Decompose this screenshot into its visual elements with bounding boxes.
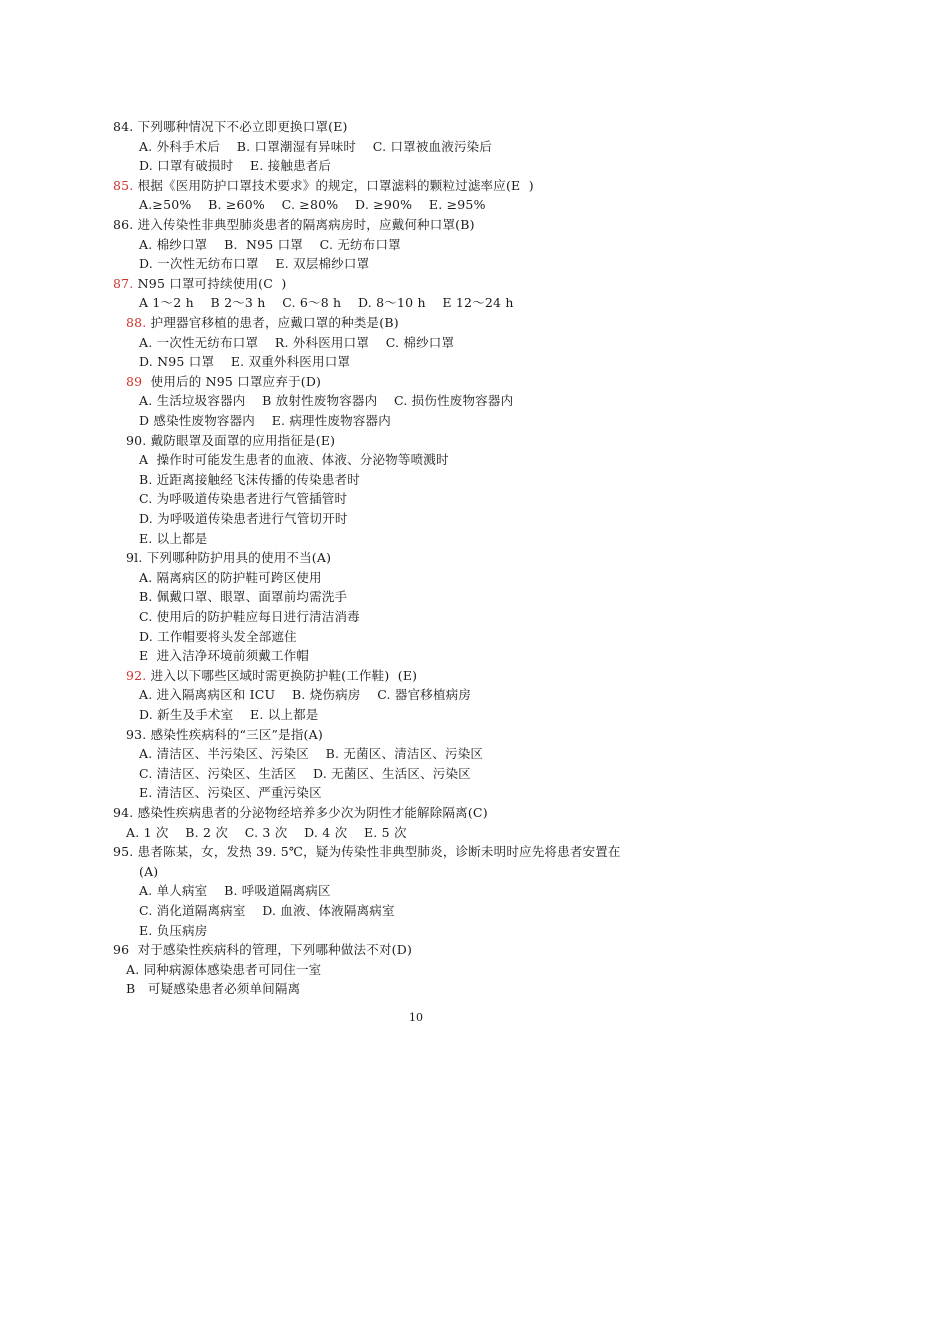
question-line: [126, 372, 321, 391]
option-line: [139, 293, 514, 312]
option-text: A. 同种病源体感染患者可同住一室: [126, 962, 322, 977]
option-line: [139, 783, 322, 802]
question-text: 根据《医用防护口罩技术要求》的规定，口罩滤料的颗粒过滤率应(E ): [133, 178, 534, 193]
question-number: 90.: [126, 433, 147, 448]
option-line: [139, 352, 350, 371]
option-line: [126, 960, 321, 979]
option-line: [139, 568, 322, 587]
question-line: [113, 842, 621, 861]
question-number: 93.: [126, 727, 147, 742]
question-number: 9l.: [126, 550, 143, 565]
question-text: 感染性疾病科的“三区”是指(A): [146, 727, 323, 742]
question-number: 94.: [113, 805, 134, 820]
option-text: D. 一次性无纺布口罩 E. 双层棉纱口罩: [139, 256, 370, 271]
question-text: 进入以下哪些区域时需更换防护鞋(工作鞋) (E): [146, 668, 418, 683]
option-line: [139, 627, 297, 646]
question-line: [113, 176, 534, 195]
option-line: [139, 685, 471, 704]
question-line: [126, 548, 331, 567]
option-line: [139, 411, 391, 430]
option-line: [139, 137, 492, 156]
option-text: D 感染性废物容器内 E. 病理性废物容器内: [139, 413, 391, 428]
option-text: D. N95 口罩 E. 双重外科医用口罩: [139, 354, 351, 369]
option-text: A 操作时可能发生患者的血液、体液、分泌物等喷溅时: [139, 452, 449, 467]
option-text: B. 近距离接触经飞沫传播的传染患者时: [139, 472, 360, 487]
question-line: [113, 274, 286, 293]
option-line: [139, 254, 369, 273]
option-text: A. 棉纱口罩 B. N95 口罩 C. 无纺布口罩: [139, 237, 401, 252]
option-line: [139, 156, 331, 175]
option-text: B 可疑感染患者必须单间隔离: [126, 981, 301, 996]
option-text: A 1～2 h B 2～3 h C. 6～8 h D. 8～10 h E 12～24 h: [139, 295, 514, 310]
question-line: [113, 215, 475, 234]
question-text: 下列哪种情况下不必立即更换口罩(E): [133, 119, 348, 134]
question-text: N95 口罩可持续使用(C ): [133, 276, 287, 291]
option-line: [139, 195, 486, 214]
question-line: [126, 666, 417, 685]
question-text: 对于感染性疾病科的管理，下列哪种做法不对(D): [129, 942, 413, 957]
option-text: (A): [139, 864, 159, 879]
option-line: [139, 744, 483, 763]
option-text: A.≥50% B. ≥60% C. ≥80% D. ≥90% E. ≥95%: [139, 197, 486, 212]
option-text: C. 消化道隔离病室 D. 血液、体液隔离病室: [139, 903, 395, 918]
option-text: A. 单人病室 B. 呼吸道隔离病区: [139, 883, 331, 898]
option-text: E. 负压病房: [139, 923, 208, 938]
option-line: [139, 646, 309, 665]
option-text: A. 生活垃圾容器内 B 放射性废物容器内 C. 损伤性废物容器内: [139, 393, 514, 408]
option-text: D. 工作帽要将头发全部遮住: [139, 629, 297, 644]
option-line: [139, 921, 207, 940]
question-text: 使用后的 N95 口罩应弃于(D): [142, 374, 322, 389]
option-line: [139, 705, 319, 724]
option-text: D. 新生及手术室 E. 以上都是: [139, 707, 319, 722]
option-text: A. 隔离病区的防护鞋可跨区使用: [139, 570, 322, 585]
question-number: 85.: [113, 178, 134, 193]
option-line: [139, 764, 471, 783]
question-line: [113, 803, 488, 822]
question-number: 96: [113, 942, 130, 957]
question-number: 84.: [113, 119, 134, 134]
question-number: 87.: [113, 276, 134, 291]
option-text: A. 清洁区、半污染区、污染区 B. 无菌区、清洁区、污染区: [139, 746, 484, 761]
option-line: [126, 823, 407, 842]
option-line: [139, 235, 401, 254]
option-text: C. 使用后的防护鞋应每日进行清洁消毒: [139, 609, 360, 624]
question-number: 86.: [113, 217, 134, 232]
option-line: [139, 391, 513, 410]
option-text: A. 进入隔离病区和 ICU B. 烧伤病房 C. 器官移植病房: [139, 687, 472, 702]
option-text: E 进入洁净环境前须戴工作帽: [139, 648, 310, 663]
option-line: [139, 529, 207, 548]
question-number: 92.: [126, 668, 147, 683]
option-line: [139, 881, 331, 900]
option-text: D. 为呼吸道传染患者进行气管切开时: [139, 511, 348, 526]
question-text: 戴防眼罩及面罩的应用指征是(E): [146, 433, 336, 448]
question-text: 护理器官移植的患者，应戴口罩的种类是(B): [146, 315, 399, 330]
question-number: 88.: [126, 315, 147, 330]
question-line: [126, 725, 323, 744]
option-line: [139, 470, 360, 489]
option-text: A. 1 次 B. 2 次 C. 3 次 D. 4 次 E. 5 次: [126, 825, 407, 840]
option-line: [139, 901, 395, 920]
option-text: A. 一次性无纺布口罩 R. 外科医用口罩 C. 棉纱口罩: [139, 335, 455, 350]
question-number: 89: [126, 374, 143, 389]
option-line: [139, 450, 449, 469]
question-text: 感染性疾病患者的分泌物经培养多少次为阴性才能解除隔离(C): [133, 805, 488, 820]
option-line: [139, 587, 347, 606]
question-text: 下列哪种防护用具的使用不当(A): [142, 550, 332, 565]
option-text: C. 清洁区、污染区、生活区 D. 无菌区、生活区、污染区: [139, 766, 471, 781]
question-number: 95.: [113, 844, 134, 859]
page-number: 10: [409, 1011, 423, 1024]
option-line: [126, 979, 300, 998]
option-text: A. 外科手术后 B. 口罩潮湿有异味时 C. 口罩被血液污染后: [139, 139, 493, 154]
option-text: C. 为呼吸道传染患者进行气管插管时: [139, 491, 348, 506]
option-line: [139, 607, 360, 626]
option-text: E. 以上都是: [139, 531, 208, 546]
question-text: 进入传染性非典型肺炎患者的隔离病房时，应戴何种口罩(B): [133, 217, 475, 232]
option-line: [139, 489, 347, 508]
question-line: [113, 940, 412, 959]
option-line: [139, 862, 158, 881]
option-line: [139, 333, 454, 352]
question-line: [126, 431, 335, 450]
option-line: [139, 509, 348, 528]
option-text: B. 佩戴口罩、眼罩、面罩前均需洗手: [139, 589, 348, 604]
question-text: 患者陈某，女，发热 39. 5℃，疑为传染性非典型肺炎，诊断未明时应先将患者安置在: [133, 844, 621, 859]
option-text: E. 清洁区、污染区、严重污染区: [139, 785, 322, 800]
option-text: D. 口罩有破损时 E. 接触患者后: [139, 158, 332, 173]
question-line: [113, 117, 348, 136]
question-line: [126, 313, 399, 332]
